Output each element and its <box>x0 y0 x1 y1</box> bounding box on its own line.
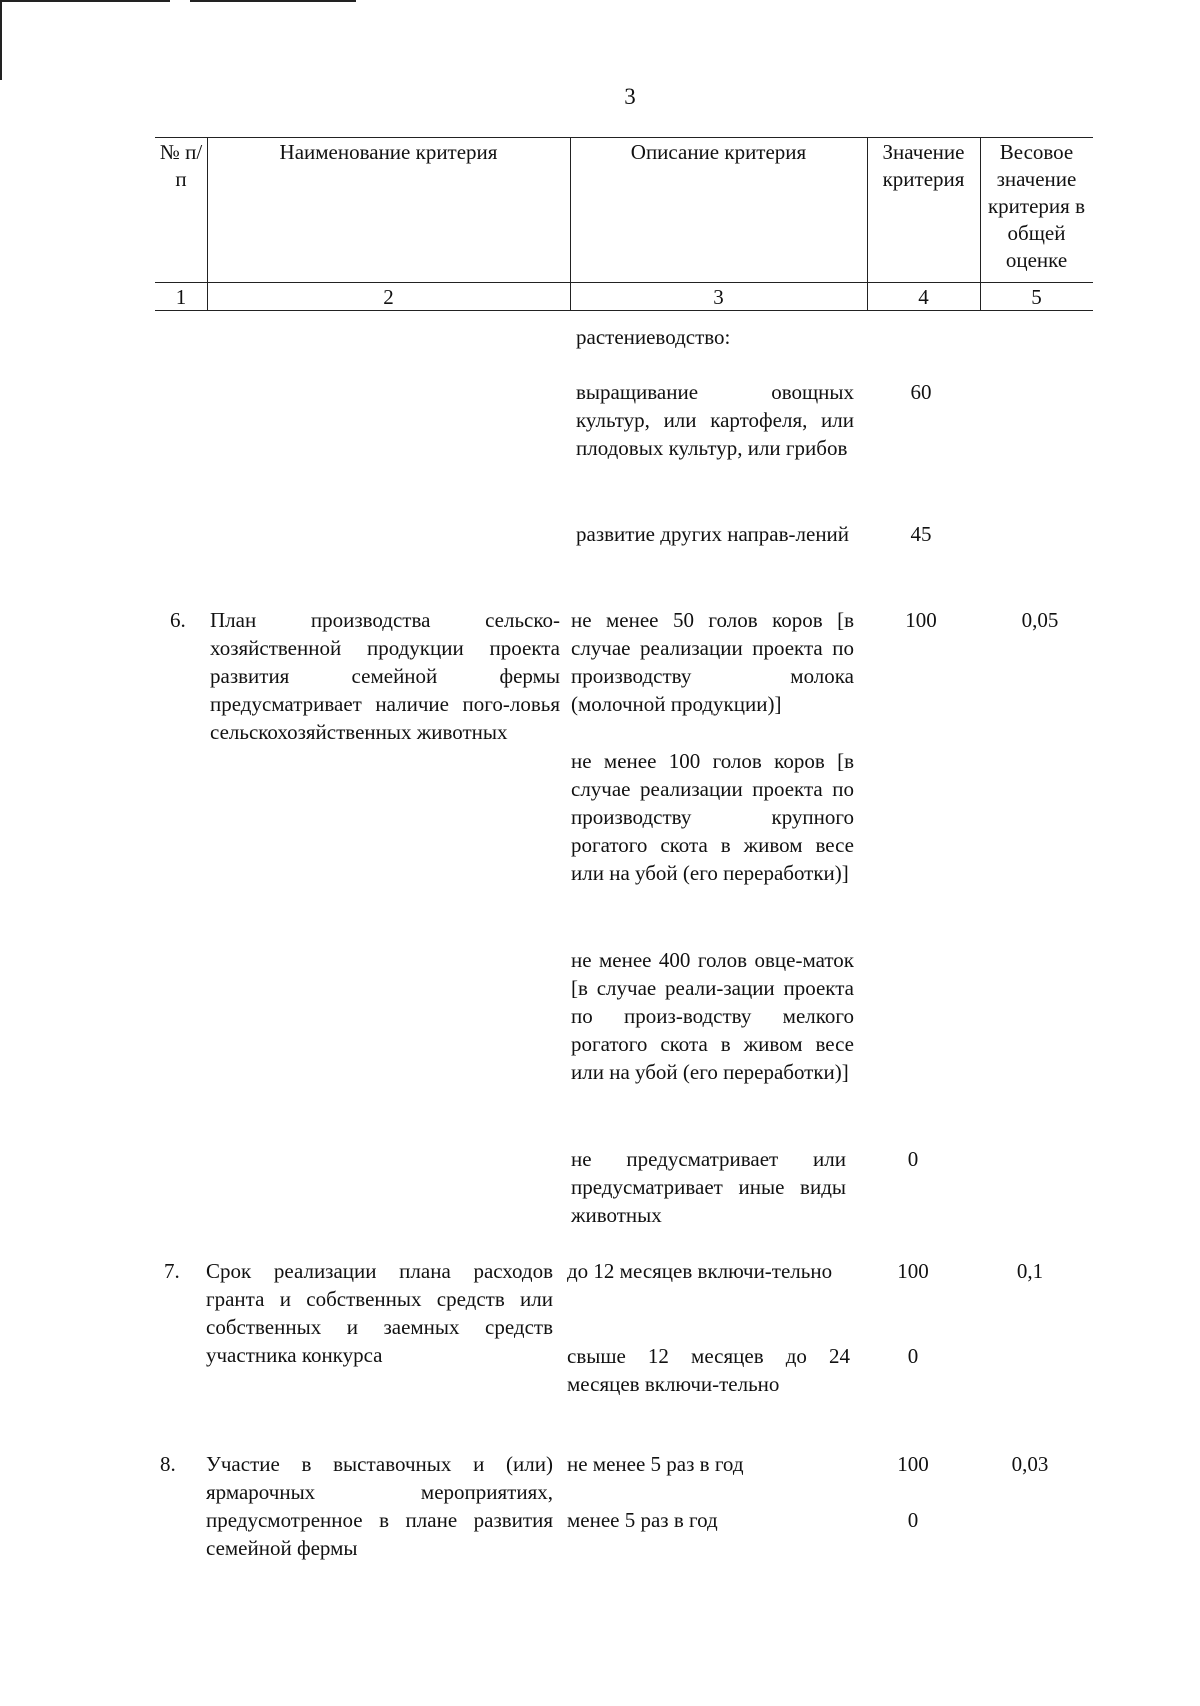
header-weight: Весовое значение критерия в общей оценке <box>987 140 1085 272</box>
criterion-value: 0 <box>907 1344 919 1368</box>
criterion-value: 100 <box>905 608 937 632</box>
criterion-value: 100 <box>897 1452 929 1476</box>
criterion-weight: 0,03 <box>1011 1452 1049 1476</box>
header-name: Наименование критерия <box>279 140 498 164</box>
criterion-weight: 0,1 <box>1016 1259 1044 1283</box>
row-number: 7. <box>164 1259 180 1283</box>
row-number: 6. <box>170 608 186 632</box>
header-desc: Описание критерия <box>630 140 807 164</box>
row-number: 8. <box>160 1452 176 1476</box>
continuation-heading: растениеводство: <box>576 325 731 349</box>
criterion-value: 60 <box>910 380 932 404</box>
page-number: 3 <box>624 84 636 109</box>
criterion-option: выращивание овощных культур, или картофеля, или плодовых культур, или грибов <box>576 380 854 460</box>
header-value: Значение критерия <box>882 140 965 191</box>
criterion-option: не менее 5 раз в год <box>567 1452 744 1476</box>
criterion-weight: 0,05 <box>1021 608 1059 632</box>
criterion-value: 45 <box>910 522 932 546</box>
criterion-name: Участие в выставочных и (или) ярмарочных мероприятиях, предусмотренное в плане развития семейной фермы <box>206 1452 553 1560</box>
column-number: 2 <box>383 285 394 309</box>
criterion-option: не менее 100 голов коров [в случае реализации проекта по производству крупного рогатого скота в живом весе или на убой (его переработки)] <box>571 749 854 885</box>
criterion-option: до 12 месяцев включи-тельно <box>567 1259 833 1283</box>
scan-edge-line <box>0 0 2 80</box>
table-header <box>155 137 1093 311</box>
scan-edge-line <box>0 0 170 2</box>
criterion-value: 0 <box>907 1147 919 1171</box>
criterion-option: не менее 50 голов коров [в случае реализации проекта по производству молока (молочной продукции)] <box>571 608 854 716</box>
criterion-option: менее 5 раз в год <box>567 1508 718 1532</box>
criterion-value: 0 <box>907 1508 919 1532</box>
column-number: 1 <box>175 285 187 309</box>
criterion-name: План производства сельско-хозяйственной продукции проекта развития семейной фермы предусматривает наличие пого-ловья сельскохозяйственных животных <box>210 608 560 744</box>
criterion-option: не предусматривает или предусматривает иные виды животных <box>571 1147 846 1227</box>
criterion-value: 100 <box>897 1259 929 1283</box>
header-num: № п/п <box>159 140 203 191</box>
criterion-option: не менее 400 голов овце-маток [в случае реали-зации проекта по произ-водству мелкого рогатого скота в живом весе или на убой (его переработки)] <box>571 948 854 1084</box>
column-number: 3 <box>713 285 724 309</box>
column-number: 4 <box>918 285 929 309</box>
criterion-option: развитие других направ-лений <box>576 522 850 546</box>
column-number: 5 <box>1031 285 1042 309</box>
scan-edge-line <box>190 0 356 2</box>
criterion-name: Срок реализации плана расходов гранта и собственных средств или собственных и заемных средств участника конкурса <box>206 1259 553 1367</box>
criterion-option: свыше 12 месяцев до 24 месяцев включи-тельно <box>567 1344 850 1396</box>
